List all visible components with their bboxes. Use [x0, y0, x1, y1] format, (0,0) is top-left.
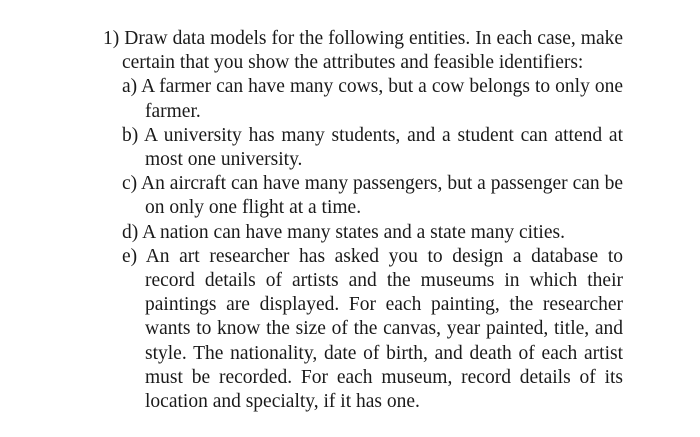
part-label: b): [122, 124, 139, 146]
question-part-c: [122, 172, 623, 220]
question-part-a: [122, 75, 623, 123]
part-text: A university has many students, and a student can attend at most one university.: [143, 124, 623, 171]
part-text: An aircraft can have many passengers, but a passenger can be on only one flight at a time.: [141, 173, 623, 219]
part-label: e): [122, 245, 138, 267]
question-text: Draw data models for the following entities. In each case, make certain that you show the attributes and feasible identifiers:: [122, 28, 623, 74]
part-label: a): [122, 76, 138, 98]
part-label: d): [122, 221, 139, 243]
question-part-b: [122, 124, 623, 172]
part-text: An art researcher has asked you to design a database to record details of artists and the museums in which their paintings are displayed. For each painting, the researcher wants to know the size of the canvas, year painted, title, and style. The nationality, date of birth, and death of each artist must be recorded. For each museum, record details of its location and specialty, if it has one.: [145, 245, 623, 413]
question-part-e: [122, 245, 623, 414]
question-parts-list: [103, 75, 623, 414]
question-number: 1): [103, 28, 120, 49]
part-text: A nation can have many states and a state many cities.: [142, 221, 565, 243]
part-label: c): [122, 173, 138, 195]
question-block: [103, 27, 623, 414]
question-stem: [103, 27, 623, 75]
part-text: A farmer can have many cows, but a cow belongs to only one farmer.: [141, 76, 623, 122]
question-part-d: [122, 221, 623, 245]
